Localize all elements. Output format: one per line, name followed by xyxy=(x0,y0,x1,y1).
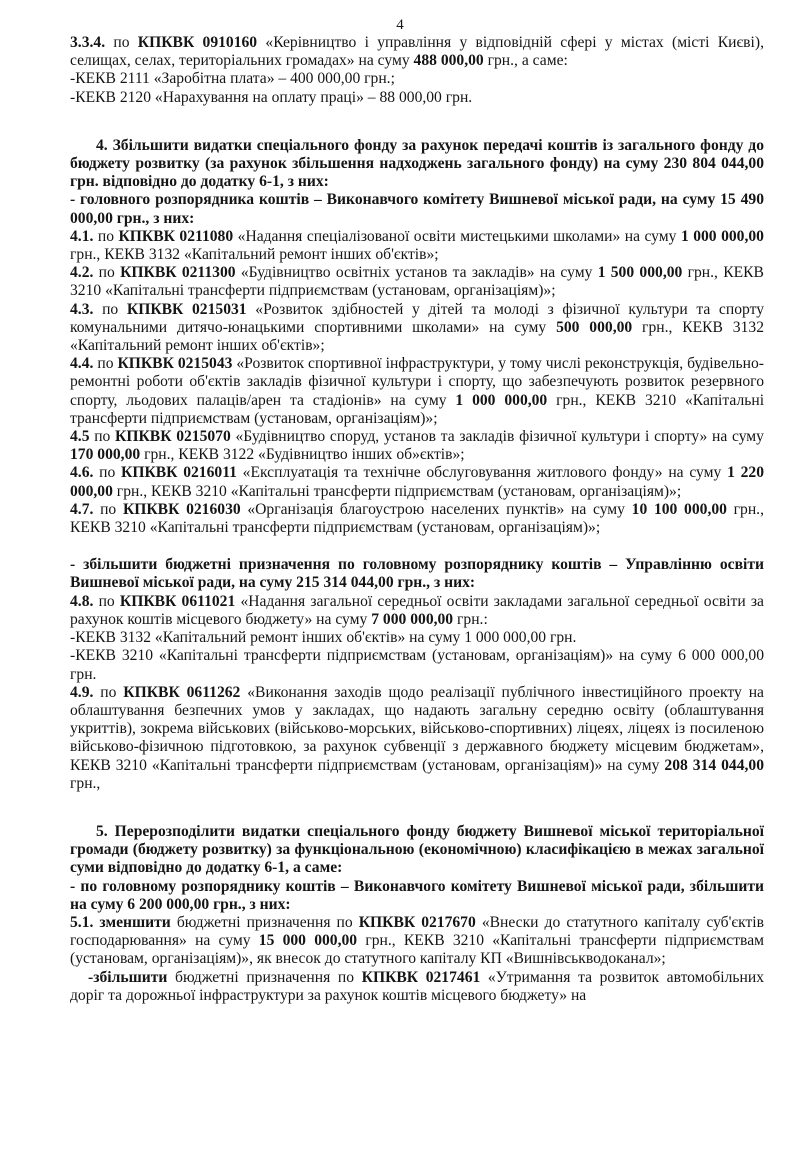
item-5-1: 5.1. зменшити бюджетні призначення по КПКВК 0217670 «Внески до статутного капіталу суб'єктів господарювання» на суму 15 000 000,00 грн., КЕКВ 3210 «Капітальні трансферти підприємствам (установам, організаціям)», як внесок до статутного капіталу КП «Вишнівськводоканал»; xyxy=(70,913,764,968)
item-4-4: 4.4. по КПКВК 0215043 «Розвиток спортивної інфраструктури, у тому числі реконструкція, будівельно-ремонтні роботи об'єктів закладів фізичної культури і спорту, що забезпечують розвиток резервного спорту, льодових палаців/арен та стадіонів» на суму 1 000 000,00 грн., КЕКВ 3210 «Капітальні трансферти підприємствам (установам, організаціям)»; xyxy=(70,355,765,427)
section-3-3-4: 3.3.4. по КПКВК 0910160 «Керівництво і управління у відповідній сфері у містах (місті Києві), селищах, селах, територіальних громадах» на суму 488 000,00 грн., а саме: xyxy=(70,34,764,70)
section-5-heading: 5. Перерозподілити видатки спеціального фонду бюджету Вишневої міської територіальної громади (бюджету розвитку) за функціональною (економічною) класифікацією в межах загальної суми відповідно до додатку 6-1, а саме: xyxy=(70,822,764,877)
item-number: 3.3.4. xyxy=(70,34,106,51)
kekv-line: -КЕКВ 2111 «Заробітна плата» – 400 000,00 грн.; xyxy=(70,70,395,88)
item-4-7: 4.7. по КПКВК 0216030 «Організація благоустрою населених пунктів» на суму 10 100 000,00 грн., КЕКВ 3210 «Капітальні трансферти підприємствам (установам, організаціям)»; xyxy=(70,500,764,537)
section-5-subheading: - по головному розпоряднику коштів – Виконавчого комітету Вишневої міської ради, збільшити на суму 6 200 000,00 грн., з них: xyxy=(70,877,764,913)
item-4-5: 4.5 по КПКВК 0215070 «Будівництво споруд, установ та закладів фізичної культури і спорту» на суму 170 000,00 грн., КЕКВ 3122 «Будівництво інших об»єктів»; xyxy=(70,428,764,464)
kekv-line: -КЕКВ 2120 «Нарахування на оплату праці» – 88 000,00 грн. xyxy=(70,88,473,106)
item-4-2: 4.2. по КПКВК 0211300 «Будівництво освітніх установ та закладів» на суму 1 500 000,00 грн., КЕКВ 3210 «Капітальні трансферти підприємствам (установам, організаціям)»; xyxy=(70,264,764,300)
item-4-9: 4.9. по КПКВК 0611262 «Виконання заходів щодо реалізації публічного інвестиційного проекту на облаштування безпечних умов у закладах, що надають загальну середню освіту (облаштування укриттів), зокрема військових (військово-морських, військово-спортивних) ліцеях, ліцеях із посиленою військово-фізичною підготовкою, за рахунок субвенції з державного бюджету місцевим бюджетам», КЕКВ 3210 «Капітальні трансферти підприємствам (установам, організаціям)» на суму 208 314 044,00 грн., xyxy=(70,683,764,792)
page-number: 4 xyxy=(396,17,404,33)
section-4-subheading-1: - головного розпорядника коштів – Виконавчого комітету Вишневої міської ради, на суму 15 490 000,00 грн., з них: xyxy=(70,191,764,227)
program-code: КПКВК 0910160 xyxy=(137,34,258,51)
item-4-6: 4.6. по КПКВК 0216011 «Експлуатація та технічне обслуговування житлового фонду» на суму 1 220 000,00 грн., КЕКВ 3210 «Капітальні трансферти підприємствам (установам, організаціям)»; xyxy=(70,464,764,500)
item-text: «Керівництво і управління у відповідній сфері у містах (місті Києві), селищах, селах, територіальних громадах» на суму xyxy=(70,34,764,70)
item-4-8: 4.8. по КПКВК 0611021 «Надання загальної середньої освіти закладами загальної середньої освіти за рахунок коштів місцевого бюджету» на суму 7 000 000,00 грн.: xyxy=(70,592,764,628)
section-4-subheading-2: - збільшити бюджетні призначення по головному розпоряднику коштів – Управлінню освіти Вишневої міської ради, на суму 215 314 044,00 грн., з них: xyxy=(70,556,764,592)
item-5-2: -збільшити бюджетні призначення по КПКВК 0217461 «Утримання та розвиток автомобільних доріг та дорожньої інфраструктури за рахунок коштів місцевого бюджету» на xyxy=(70,968,764,1004)
section-4-heading: 4. Збільшити видатки спеціального фонду за рахунок передачі коштів із загального фонду до бюджету розвитку (за рахунок збільшення надходжень загального фонду) на суму 230 804 044,00 грн. відповідно до додатку 6-1, з них: xyxy=(70,136,764,191)
kekv-line: -КЕКВ 3132 «Капітальний ремонт інших об'єктів» на суму 1 000 000,00 грн. xyxy=(70,629,577,647)
kekv-line: -КЕКВ 3210 «Капітальні трансферти підприємствам (установам, організаціям)» на суму 6 000 000,00 грн. xyxy=(70,647,764,683)
item-4-3: 4.3. по КПКВК 0215031 «Розвиток здібностей у дітей та молоді з фізичної культури та спорту комунальними дитячо-юнацькими спортивними школами» на суму 500 000,00 грн., КЕКВ 3132 «Капітальний ремонт інших об'єктів»; xyxy=(70,300,764,355)
item-tail: грн., а саме: xyxy=(487,52,568,70)
item-sum: 488 000,00 xyxy=(413,52,484,70)
item-4-1: 4.1. по КПКВК 0211080 «Надання спеціалізованої освіти мистецькими школами» на суму 1 000 000,00 грн., КЕКВ 3132 «Капітальний ремонт інших об'єктів»; xyxy=(70,227,764,264)
